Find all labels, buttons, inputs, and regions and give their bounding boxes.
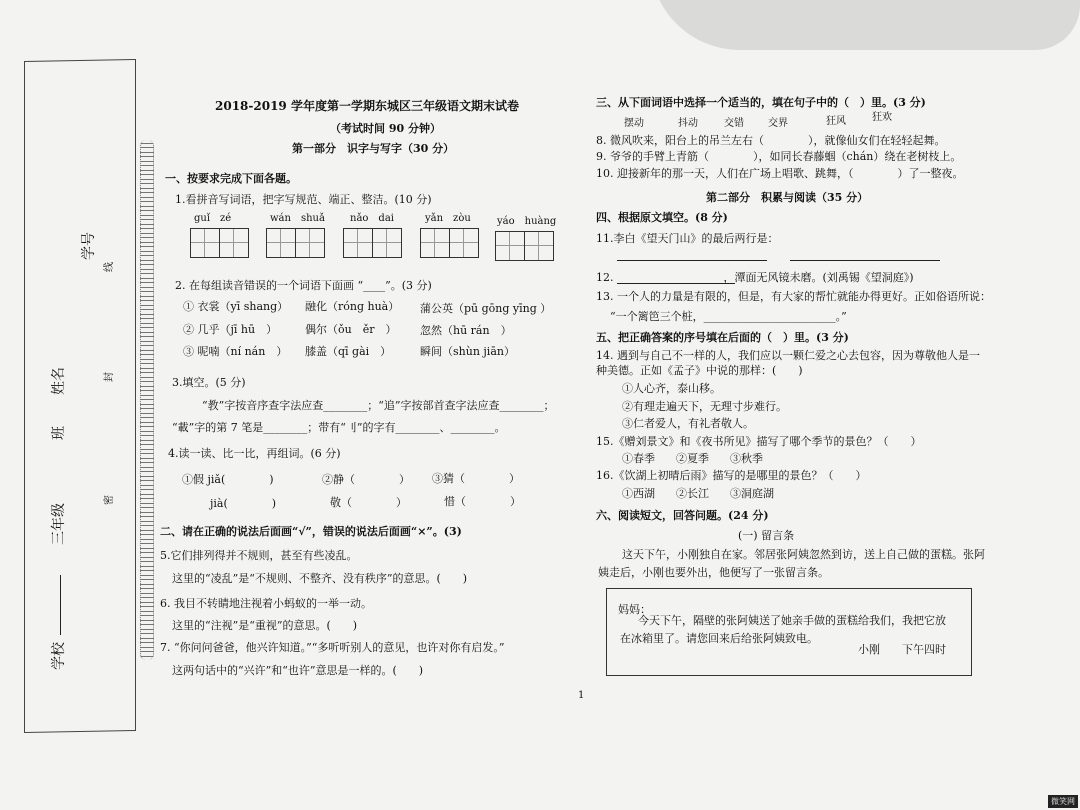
q1-2-row1-a: ① 衣裳（yī shang） [183, 300, 289, 313]
writing-grid-3[interactable] [343, 228, 402, 258]
q1-1: 1.看拼音写词语，把字写规范、端正、整洁。(10 分) [175, 193, 432, 206]
q14-opt3: ③仁者爱人，有礼者敬人。 [622, 417, 754, 430]
pinyin-5: yáo huàng [497, 216, 557, 227]
q2-6: 6. 我目不转睛地注视着小蚂蚁的一举一动。 [160, 597, 372, 610]
name-label: 姓名 [51, 367, 67, 395]
writing-grid-1[interactable] [190, 228, 249, 258]
q2-7: 7. “你问问爸爸，他兴许知道。”“多听听别人的意见，也许对你有启发。” [160, 641, 505, 654]
pinyin-3: nǎo dai [350, 213, 394, 224]
q4-heading: 四、根据原文填空。(8 分) [596, 211, 728, 224]
seal-xian: 线 [104, 262, 115, 272]
q11-blank-2[interactable] [790, 259, 940, 261]
q15-opt2: ②夏季 [676, 452, 709, 465]
writing-grid-2[interactable] [266, 228, 325, 258]
school-line [60, 575, 62, 635]
note-line1: 今天下午，隔壁的张阿姨送了她亲手做的蛋糕给我们，我把它放 [638, 614, 946, 627]
pinyin-4: yǎn zòu [425, 213, 471, 224]
q1-4-cmp1-c: ③猜（ ） [432, 472, 520, 485]
writing-grid-4[interactable] [420, 228, 479, 258]
note-greeting: 妈妈： [618, 603, 651, 616]
q1-2-row1-c: 蒲公英（pū gōng yīng ） [420, 302, 552, 315]
grade-label: 三年级 [51, 503, 67, 545]
q14-opt1: ①人心齐，泰山移。 [622, 382, 721, 395]
q1-heading: 一、按要求完成下面各题。 [165, 172, 297, 185]
q11-blank-1[interactable] [617, 259, 767, 261]
q8: 8. 微风吹来，阳台上的吊兰左右（ ），就像仙女们在轻轻起舞。 [596, 134, 946, 147]
q1-2-row3-c: 瞬间（shùn jiān） [420, 345, 515, 358]
q1-2-row3-a: ③ 呢喃（ní nán ） [183, 345, 288, 358]
q1-3-fill1: “教”字按音序查字法应查________；“追”字按部首查字法应查________； [202, 399, 555, 412]
q13b: “一个篱笆三个桩，________________________。” [610, 310, 847, 323]
seal-mi: 密 [104, 495, 115, 505]
q1-4-cmp2-b: 敬（ ） [330, 496, 407, 509]
pinyin-2: wán shuǎ [270, 213, 325, 224]
q1-3-fill2: “載”字的第 7 笔是________；带有“刂”的字有________、________。 [172, 421, 506, 434]
pinyin-1: guǐ zé [194, 213, 232, 224]
q3-heading: 三、从下面词语中选择一个适当的，填在句子中的（ ）里。(3 分) [596, 96, 926, 109]
q9: 9. 爷爷的手臂上青筋（ ），如同长春藤蝈（chán）绕在老树枝上。 [596, 150, 962, 163]
q16: 16.《饮湖上初晴后雨》描写的是哪里的景色？（ ） [596, 469, 867, 482]
q14: 14. 遇到与自己不一样的人，我们应以一颗仁爱之心去包容，因为尊敬他人是一 [596, 349, 980, 362]
page-number: 1 [578, 690, 585, 701]
q16-opt1: ①西湖 [622, 487, 655, 500]
word-2: 抖动 [678, 118, 698, 129]
q1-2-row1-b: 融化（róng huà） [305, 300, 400, 313]
writing-grid-5[interactable] [495, 231, 554, 261]
q1-3: 3.填空。(5 分) [172, 376, 246, 389]
seal-feng: 封 [104, 372, 115, 382]
q1-2-row2-c: 忽然（hū rán ） [420, 324, 512, 337]
part2-heading: 第二部分 积累与阅读（35 分） [706, 191, 869, 204]
q11: 11.李白《望天门山》的最后两行是： [596, 232, 779, 245]
word-1: 摆动 [624, 118, 644, 129]
school-label: 学校 [51, 642, 67, 670]
note-line2: 在冰箱里了。请您回来后给张阿姨致电。 [620, 632, 818, 645]
background-shadow [650, 0, 1080, 50]
q2-5b: 这里的“凌乱”是“不规则、不整齐、没有秩序”的意思。( ) [172, 572, 468, 585]
q15-opt1: ①春季 [622, 452, 655, 465]
q1-2-row2-b: 偶尔（ǒu ěr ） [305, 323, 397, 336]
q12: 12. ，潭面无风镜未磨。(刘禹锡《望洞庭》) [596, 271, 914, 284]
q1-4-cmp1-a: ①假 jiǎ( ) [182, 473, 274, 486]
q1-4: 4.读一读、比一比，再组词。(6 分) [168, 447, 341, 460]
q1-4-cmp2-a: jià( ) [210, 497, 277, 510]
binding-dotted-line [140, 140, 154, 660]
q1-2: 2. 在每组读音错误的一个词语下面画 “____”。(3 分) [175, 279, 432, 292]
q5-heading: 五、把正确答案的序号填在后面的（ ）里。(3 分) [596, 331, 849, 344]
q16-opt3: ③洞庭湖 [730, 487, 774, 500]
q14-opt2: ②有理走遍天下，无理寸步难行。 [622, 400, 787, 413]
q15-opt3: ③秋季 [730, 452, 763, 465]
q1-4-cmp1-b: ②静（ ） [322, 473, 410, 486]
word-4: 交界 [768, 118, 788, 129]
q14b: 种美德。正如《孟子》中说的那样：( ) [596, 364, 803, 377]
q16-opt2: ②长江 [676, 487, 709, 500]
exam-time: （考试时间 90 分钟） [330, 122, 441, 135]
passage-title: (一) 留言条 [738, 529, 795, 542]
q12-blank[interactable] [617, 282, 735, 284]
note-signature: 小刚 [858, 643, 880, 656]
q2-heading: 二、请在正确的说法后面画“√”，错误的说法后面画“×”。(3) [160, 525, 462, 538]
part1-heading: 第一部分 识字与写字（30 分） [292, 142, 455, 155]
word-5: 狂风 [826, 116, 846, 127]
passage-line1: 这天下午，小刚独自在家。邻居张阿姨忽然到访，送上自己做的蛋糕。张阿 [622, 548, 985, 561]
word-6: 狂欢 [872, 112, 892, 123]
q1-2-row2-a: ② 几乎（jī hū ） [183, 323, 278, 336]
q6-heading: 六、阅读短文，回答问题。(24 分) [596, 509, 769, 522]
word-3: 交错 [724, 118, 744, 129]
student-id-label: 学号 [81, 232, 97, 260]
passage-line2: 姨走后，小刚也要外出，他便写了一张留言条。 [598, 566, 829, 579]
note-time: 下午四时 [902, 643, 946, 656]
q2-6b: 这里的“注视”是“重视”的意思。( ) [172, 619, 358, 632]
q1-4-cmp2-c: 惜（ ） [444, 495, 521, 508]
class-label: 班 [51, 426, 67, 440]
q15: 15.《赠刘景文》和《夜书所见》描写了哪个季节的景色？（ ） [596, 435, 922, 448]
exam-title: 2018-2019 学年度第一学期东城区三年级语文期末试卷 [215, 99, 519, 113]
q13: 13. 一个人的力量是有限的，但是，有大家的帮忙就能办得更好。正如俗语所说： [596, 290, 991, 303]
q10: 10. 迎接新年的那一天，人们在广场上唱歌、跳舞，（ ）了一整夜。 [596, 167, 964, 180]
q2-7b: 这两句话中的“兴许”和“也许”意思是一样的。( ) [172, 664, 424, 677]
q1-2-row3-b: 膝盖（qī gài ） [305, 345, 392, 358]
q2-5: 5.它们排列得并不规则，甚至有些凌乱。 [160, 549, 358, 562]
watermark: 微笑网 [1048, 795, 1078, 808]
binding-box [24, 59, 136, 733]
